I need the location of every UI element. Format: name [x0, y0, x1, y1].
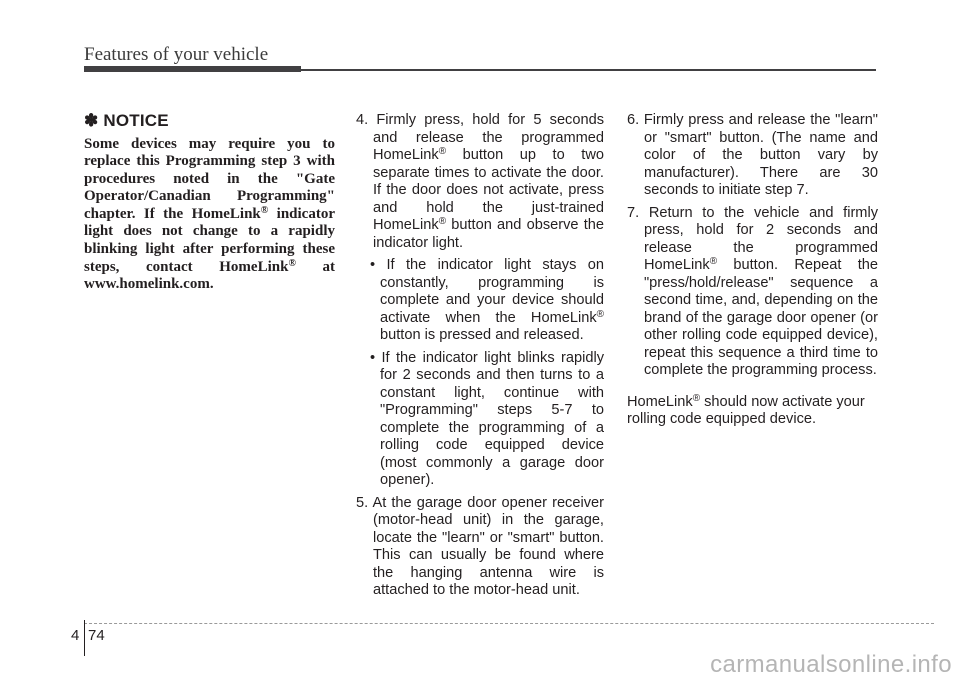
notice-text: at www.homelink.com. [84, 258, 336, 293]
footer-dashed-rule [84, 623, 934, 624]
page-header-title: Features of your vehicle [84, 44, 269, 65]
step-5 [356, 495, 604, 600]
notice-heading-text: NOTICE [103, 111, 169, 130]
steps-column-right [627, 112, 878, 429]
steps-column-middle [356, 112, 604, 605]
header-rule-thick [84, 66, 301, 72]
notice-heading [84, 112, 335, 130]
step-6 [627, 112, 878, 200]
step-text: 5. At the garage door opener receiver (motor-head unit) in the garage, locate the "learn" or "smart" button. This can usually be found where the hanging antenna wire is attached to the motor-head unit. [356, 494, 604, 598]
bullet-text: • If the indicator light stays on constantly, programming is complete and your device should activate when the HomeLink [370, 257, 604, 326]
closing-text: HomeLink [627, 393, 693, 410]
bullet-blinks [356, 350, 604, 490]
step-4 [356, 112, 604, 252]
step-7 [627, 205, 878, 380]
bullet-text: button is pressed and released. [380, 327, 584, 343]
watermark: carmanualsonline.info [710, 651, 952, 678]
registered-mark: ® [288, 257, 296, 269]
closing-text: should now activate your rolling code equipped device. [627, 393, 865, 427]
step-text: button and observe the indicator light. [373, 217, 604, 251]
page-number-divider [84, 620, 85, 656]
registered-mark: ® [692, 392, 701, 404]
header-rule-thin [301, 69, 876, 71]
step-text: 7. Return to the vehicle and firmly press, hold for 2 seconds and release the programmed HomeLink [627, 204, 878, 273]
registered-mark: ® [260, 204, 269, 216]
registered-mark: ® [438, 146, 447, 157]
step-text: button up to two separate times to activate the door. If the door does not activate, press and hold the just-trained HomeLink [373, 147, 604, 233]
bullet-stays-on [356, 257, 604, 345]
notice-body [84, 136, 335, 294]
step-text: 6. Firmly press and release the "learn" or "smart" button. (The name and color of the button vary by manufacturer). There are 30 seconds to initiate step 7. [627, 112, 878, 198]
chapter-number: 4 [71, 627, 80, 644]
registered-mark: ® [596, 308, 604, 320]
notice-column [84, 112, 335, 294]
step-text: 4. Firmly press, hold for 5 seconds and release the programmed HomeLink [356, 112, 604, 163]
notice-text: indicator light does not change to a rapidly blinking light after performing these steps, contact HomeLink [84, 205, 335, 275]
closing-paragraph [627, 394, 878, 429]
notice-text: Some devices may require you to replace this Programming step 3 with procedures noted in the "Gate Operator/Canadian Programming" chapter. If the HomeLink [84, 135, 335, 222]
registered-mark: ® [709, 256, 718, 267]
asterisk-icon: ✽ [84, 111, 99, 130]
bullet-text: • If the indicator light blinks rapidly for 2 seconds and then turns to a constant light, continue with "Programming" steps 5-7 to complete the programming of a rolling code equipped device (most commonly a garage door opener). [370, 349, 604, 488]
page-number: 74 [88, 627, 105, 644]
step-text: button. Repeat the "press/hold/release" sequence a second time, and, depending on the brand of the garage door opener (or other rolling code equipped device), repeat this sequence a third time to complete the programming process. [644, 257, 878, 378]
registered-mark: ® [438, 216, 447, 227]
